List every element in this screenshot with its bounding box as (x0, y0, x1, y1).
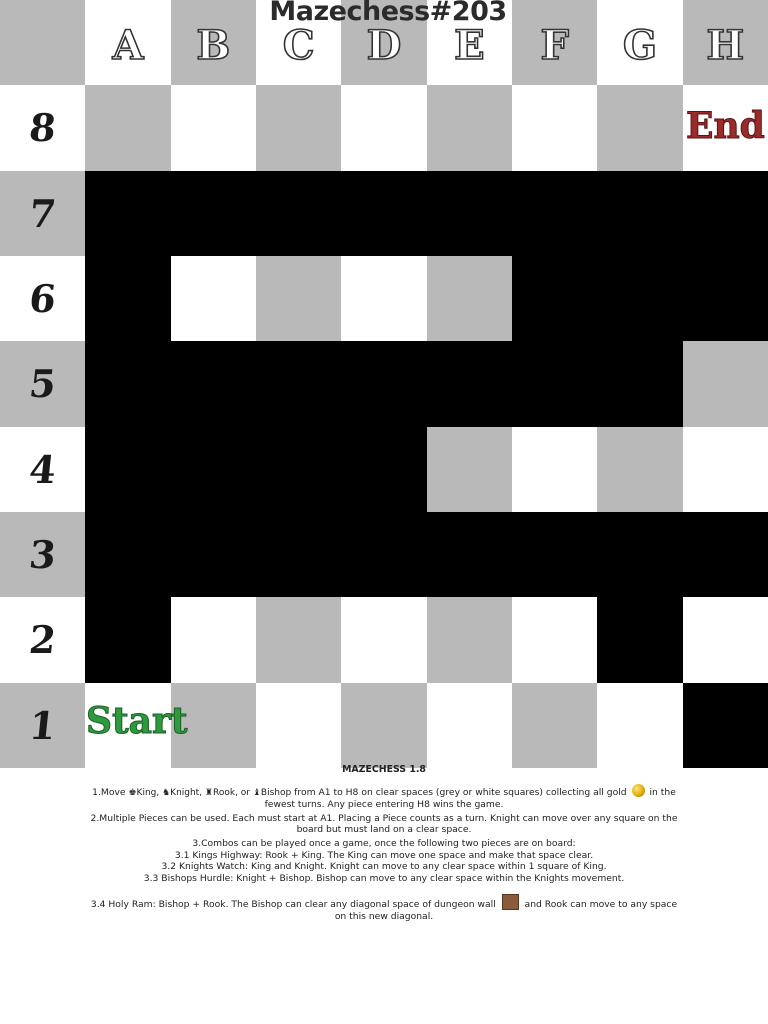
square-h3 (683, 512, 768, 597)
square-d1[interactable] (341, 683, 426, 768)
square-b3 (171, 512, 256, 597)
square-h4[interactable] (683, 427, 768, 512)
rule-3-2: 3.2 Knights Watch: King and Knight. Knight can move to any clear space within 1 square of King. (161, 861, 607, 873)
square-c3 (256, 512, 341, 597)
square-g7 (597, 171, 682, 256)
square-e7 (427, 171, 512, 256)
column-label-b: B (196, 22, 231, 70)
end-label: End (686, 105, 765, 147)
start-label: Start (86, 700, 188, 742)
row-label-8: 8 (27, 105, 59, 151)
rule-1-suffix: in the fewest turns. Any piece entering H8 wins the game. (264, 786, 676, 811)
square-a7 (85, 171, 170, 256)
rule-3: 3.Combos can be played once a game, once the following two pieces are on board: (192, 837, 576, 849)
square-b5 (171, 341, 256, 426)
square-c6[interactable] (256, 256, 341, 341)
puzzle-title: Mazechess#203 (269, 0, 507, 27)
square-b2[interactable] (171, 597, 256, 682)
column-label-g: G (622, 22, 658, 70)
square-f7 (512, 171, 597, 256)
square-f3 (512, 512, 597, 597)
square-c8[interactable] (256, 85, 341, 170)
square-h6 (683, 256, 768, 341)
square-e3 (427, 512, 512, 597)
row-label-6: 6 (27, 276, 59, 322)
square-c4 (256, 427, 341, 512)
square-e6[interactable] (427, 256, 512, 341)
square-a8[interactable] (85, 85, 170, 170)
rules-panel (0, 764, 768, 923)
square-f5 (512, 341, 597, 426)
square-c1[interactable] (256, 683, 341, 768)
column-label-d: D (366, 22, 402, 70)
column-label-h: H (706, 22, 745, 70)
square-e2[interactable] (427, 597, 512, 682)
square-c5 (256, 341, 341, 426)
square-d4 (341, 427, 426, 512)
square-b6[interactable] (171, 256, 256, 341)
rule-1-prefix: 1.Move (92, 786, 129, 798)
square-g1[interactable] (597, 683, 682, 768)
square-h5[interactable] (683, 341, 768, 426)
square-d2[interactable] (341, 597, 426, 682)
square-h1 (683, 683, 768, 768)
rule-3-4-suffix: and Rook can move to any space on this new diagonal. (334, 899, 678, 922)
square-f2[interactable] (512, 597, 597, 682)
square-c2[interactable] (256, 597, 341, 682)
square-g8[interactable] (597, 85, 682, 170)
rule-1 (84, 784, 684, 811)
square-d8[interactable] (341, 85, 426, 170)
row-label-3: 3 (27, 532, 59, 578)
rule-3-1: 3.1 Kings Highway: Rook + King. The King can move one space and make that space clear. (174, 849, 594, 861)
square-b4 (171, 427, 256, 512)
rule-1-middle: from A1 to H8 on clear spaces (grey or white squares) collecting all gold (291, 786, 630, 798)
square-f8[interactable] (512, 85, 597, 170)
square-a4 (85, 427, 170, 512)
square-e1[interactable] (427, 683, 512, 768)
square-g5 (597, 341, 682, 426)
rule-3-3: 3.3 Bishops Hurdle: Knight + Bishop. Bishop can move to any clear space within the Knights movement. (143, 872, 625, 884)
dungeon-wall-icon (502, 894, 519, 910)
square-h2[interactable] (683, 597, 768, 682)
square-f1[interactable] (512, 683, 597, 768)
square-c7 (256, 171, 341, 256)
rule-3-4-prefix: 3.4 Holy Ram: Bishop + Rook. The Bishop can clear any diagonal space of dungeon wall (90, 899, 499, 911)
rules-heading: MAZECHESS 1.8 (342, 764, 426, 775)
row-label-1: 1 (27, 702, 59, 748)
row-label-4: 4 (27, 446, 59, 492)
gold-coin-icon (632, 784, 645, 797)
square-b8[interactable] (171, 85, 256, 170)
square-d5 (341, 341, 426, 426)
square-g6 (597, 256, 682, 341)
rule-3-4 (84, 894, 684, 922)
square-d6[interactable] (341, 256, 426, 341)
square-f4[interactable] (512, 427, 597, 512)
square-g4[interactable] (597, 427, 682, 512)
square-e8[interactable] (427, 85, 512, 170)
row-label-5: 5 (27, 361, 59, 407)
column-label-e: E (454, 22, 485, 70)
square-a6 (85, 256, 170, 341)
square-h7 (683, 171, 768, 256)
row-label-7: 7 (27, 190, 59, 236)
square-a5 (85, 341, 170, 426)
rule-2: 2.Multiple Pieces can be used. Each must start at A1. Placing a Piece counts as a turn. Knight can move over any square on the board but must land on a clear space. (90, 812, 678, 836)
square-g3 (597, 512, 682, 597)
square-a3 (85, 512, 170, 597)
square-e4[interactable] (427, 427, 512, 512)
square-b7 (171, 171, 256, 256)
square-f6 (512, 256, 597, 341)
square-d3 (341, 512, 426, 597)
column-label-c: C (282, 22, 315, 70)
rule-1-pieces: ♚King, ♞Knight, ♜Rook, or ♝Bishop (128, 787, 292, 798)
row-label-2: 2 (27, 617, 59, 663)
column-label-a: A (112, 22, 144, 70)
square-g2 (597, 597, 682, 682)
column-label-f: F (540, 22, 569, 70)
square-a2 (85, 597, 170, 682)
square-d7 (341, 171, 426, 256)
square-e5 (427, 341, 512, 426)
